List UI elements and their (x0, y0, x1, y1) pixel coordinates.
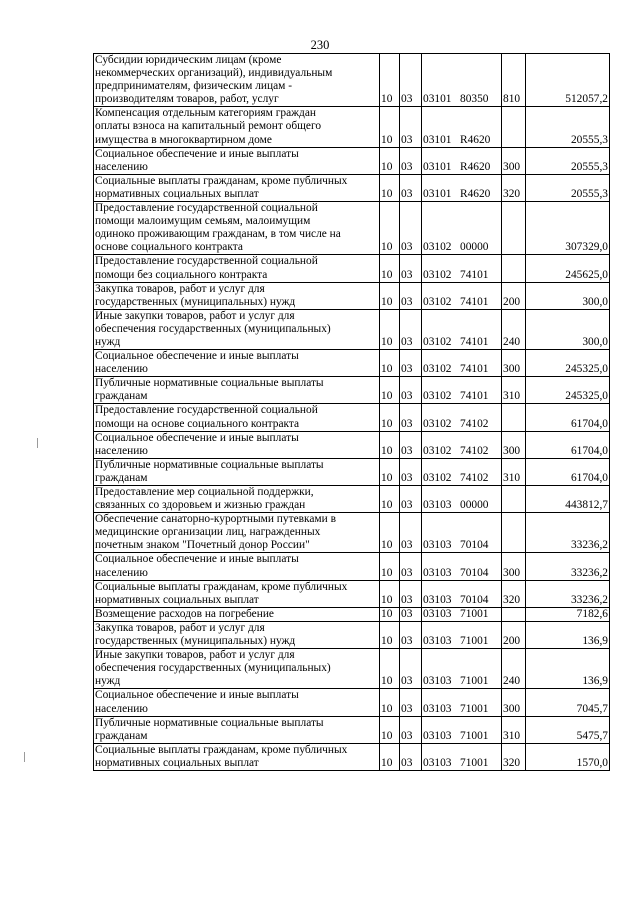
row-name (94, 649, 380, 689)
budget-table-body (94, 54, 610, 771)
amount-value: 20555,3 (526, 107, 610, 147)
row-name-line: Публичные нормативные социальные выплаты (95, 458, 324, 471)
expense-type-code: 300 (502, 431, 526, 458)
row-name-line: обеспечения государственных (муниципальных) (95, 322, 331, 335)
row-name-line: Иные закупки товаров, работ и услуг для (95, 309, 295, 322)
subsection-code: 03 (400, 621, 422, 648)
target-article-code (422, 255, 502, 282)
section-code: 10 (380, 607, 400, 621)
target-article-direction: 71001 (460, 675, 489, 688)
row-name-line: населению (95, 363, 148, 376)
row-name (94, 174, 380, 201)
subsection-code: 03 (400, 377, 422, 404)
section-code: 10 (380, 716, 400, 743)
page-number: 230 (310, 38, 330, 52)
target-article-direction: 74101 (460, 390, 489, 403)
section-code: 10 (380, 107, 400, 147)
row-name (94, 309, 380, 349)
row-name (94, 607, 380, 621)
table-row (94, 621, 610, 648)
row-name-line: гражданам (95, 471, 148, 484)
row-name-line: населению (95, 160, 148, 173)
subsection-code: 03 (400, 107, 422, 147)
target-article-program: 03103 (423, 702, 452, 715)
row-name (94, 404, 380, 431)
table-row (94, 350, 610, 377)
amount-value: 7182,6 (526, 607, 610, 621)
row-name (94, 553, 380, 580)
target-article-code (422, 282, 502, 309)
row-name-line: Социальное обеспечение и иные выплаты (95, 350, 299, 363)
target-article-program: 03103 (423, 539, 452, 552)
table-row (94, 309, 610, 349)
scan-artifact-mark (24, 752, 25, 762)
row-name (94, 350, 380, 377)
target-article-direction: 74102 (460, 471, 489, 484)
subsection-code: 03 (400, 404, 422, 431)
target-article-direction: 70104 (460, 566, 489, 579)
target-article-program: 03101 (423, 93, 452, 106)
section-code: 10 (380, 743, 400, 770)
target-article-code (422, 513, 502, 553)
section-code: 10 (380, 553, 400, 580)
target-article-direction: 74102 (460, 444, 489, 457)
target-article-code (422, 486, 502, 513)
target-article-program: 03103 (423, 499, 452, 512)
expense-type-code: 300 (502, 147, 526, 174)
amount-value: 245325,0 (526, 377, 610, 404)
section-code: 10 (380, 309, 400, 349)
target-article-program: 03102 (423, 444, 452, 457)
table-row (94, 607, 610, 621)
row-name-line: Социальные выплаты гражданам, кроме публичных (95, 174, 348, 187)
target-article-program: 03102 (423, 295, 452, 308)
target-article-code (422, 54, 502, 107)
target-article-program: 03101 (423, 160, 452, 173)
target-article-code (422, 309, 502, 349)
subsection-code: 03 (400, 513, 422, 553)
expense-type-code: 240 (502, 649, 526, 689)
target-article-program: 03102 (423, 335, 452, 348)
table-row (94, 54, 610, 107)
section-code: 10 (380, 486, 400, 513)
table-row (94, 107, 610, 147)
target-article-program: 03103 (423, 566, 452, 579)
row-name (94, 486, 380, 513)
section-code: 10 (380, 458, 400, 485)
row-name-line: помощи на основе социального контракта (95, 417, 300, 430)
row-name-line: Предоставление мер социальной поддержки, (95, 486, 314, 498)
row-name (94, 513, 380, 553)
row-name-line: Социальные выплаты гражданам, кроме публичных (95, 743, 348, 756)
table-row (94, 580, 610, 607)
target-article-code (422, 107, 502, 147)
target-article-direction: 00000 (460, 499, 489, 512)
target-article-program: 03101 (423, 133, 452, 146)
amount-value: 20555,3 (526, 174, 610, 201)
table-row (94, 202, 610, 255)
section-code: 10 (380, 431, 400, 458)
expense-type-code: 300 (502, 350, 526, 377)
row-name-line: государственных (муниципальных) нужд (95, 295, 296, 308)
subsection-code: 03 (400, 607, 422, 621)
target-article-direction: 71001 (460, 607, 489, 620)
subsection-code: 03 (400, 147, 422, 174)
row-name-line: имущества в многоквартирном доме (95, 133, 272, 146)
expense-type-code: 320 (502, 743, 526, 770)
target-article-code (422, 649, 502, 689)
subsection-code: 03 (400, 486, 422, 513)
target-article-program: 03103 (423, 729, 452, 742)
table-row (94, 282, 610, 309)
target-article-program: 03103 (423, 593, 452, 606)
target-article-direction: 71001 (460, 729, 489, 742)
row-name-line: предпринимателям, физическим лицам - (95, 80, 292, 93)
target-article-program: 03103 (423, 635, 452, 648)
subsection-code: 03 (400, 716, 422, 743)
subsection-code: 03 (400, 649, 422, 689)
row-name-line: нормативных социальных выплат (95, 756, 259, 769)
table-row (94, 689, 610, 716)
expense-type-code (502, 513, 526, 553)
target-article-code (422, 350, 502, 377)
subsection-code: 03 (400, 580, 422, 607)
target-article-code (422, 377, 502, 404)
section-code: 10 (380, 621, 400, 648)
subsection-code: 03 (400, 743, 422, 770)
table-row (94, 458, 610, 485)
row-name (94, 107, 380, 147)
row-name-line: Обеспечение санаторно-курортными путевками в (95, 513, 336, 526)
target-article-direction: 70104 (460, 539, 489, 552)
target-article-code (422, 607, 502, 621)
subsection-code: 03 (400, 350, 422, 377)
row-name-line: Компенсация отдельным категориям граждан (95, 107, 316, 120)
subsection-code: 03 (400, 553, 422, 580)
target-article-direction: 71001 (460, 635, 489, 648)
expense-type-code: 320 (502, 580, 526, 607)
row-name-line: населению (95, 566, 148, 579)
table-row (94, 743, 610, 770)
table-row (94, 377, 610, 404)
expense-type-code: 310 (502, 716, 526, 743)
target-article-code (422, 174, 502, 201)
row-name-line: Возмещение расходов на погребение (95, 607, 274, 620)
section-code: 10 (380, 513, 400, 553)
target-article-code (422, 147, 502, 174)
row-name-line: нормативных социальных выплат (95, 187, 259, 200)
section-code: 10 (380, 202, 400, 255)
target-article-program: 03102 (423, 268, 452, 281)
row-name-line: Закупка товаров, работ и услуг для (95, 621, 265, 634)
target-article-direction: 74101 (460, 335, 489, 348)
target-article-direction: 74101 (460, 295, 489, 308)
section-code: 10 (380, 54, 400, 107)
target-article-code (422, 202, 502, 255)
target-article-code (422, 580, 502, 607)
row-name-line: гражданам (95, 729, 148, 742)
target-article-direction: 74101 (460, 363, 489, 376)
subsection-code: 03 (400, 202, 422, 255)
row-name-line: производителям товаров, работ, услуг (95, 93, 279, 106)
target-article-code (422, 431, 502, 458)
table-row (94, 147, 610, 174)
target-article-direction: 00000 (460, 241, 489, 254)
row-name-line: Социальное обеспечение и иные выплаты (95, 147, 299, 160)
row-name-line: нужд (95, 335, 121, 348)
row-name-line: оплаты взноса на капитальный ремонт общего (95, 120, 322, 133)
table-row (94, 553, 610, 580)
row-name (94, 377, 380, 404)
table-row (94, 649, 610, 689)
expense-type-code: 200 (502, 282, 526, 309)
table-row (94, 513, 610, 553)
amount-value: 245625,0 (526, 255, 610, 282)
subsection-code: 03 (400, 282, 422, 309)
target-article-direction: R4620 (460, 160, 491, 173)
row-name (94, 580, 380, 607)
target-article-code (422, 404, 502, 431)
target-article-program: 03102 (423, 363, 452, 376)
table-row (94, 716, 610, 743)
row-name (94, 743, 380, 770)
amount-value: 245325,0 (526, 350, 610, 377)
table-row (94, 431, 610, 458)
budget-table (93, 53, 610, 771)
target-article-program: 03103 (423, 607, 452, 620)
section-code: 10 (380, 174, 400, 201)
row-name (94, 689, 380, 716)
row-name-line: Предоставление государственной социальной (95, 202, 318, 215)
target-article-direction: 80350 (460, 93, 489, 106)
row-name-line: Иные закупки товаров, работ и услуг для (95, 649, 295, 662)
row-name-line: гражданам (95, 390, 148, 403)
section-code: 10 (380, 689, 400, 716)
target-article-program: 03102 (423, 390, 452, 403)
subsection-code: 03 (400, 54, 422, 107)
row-name-line: населению (95, 702, 148, 715)
expense-type-code: 810 (502, 54, 526, 107)
expense-type-code: 240 (502, 309, 526, 349)
target-article-code (422, 553, 502, 580)
target-article-direction: R4620 (460, 133, 491, 146)
target-article-program: 03102 (423, 417, 452, 430)
section-code: 10 (380, 649, 400, 689)
row-name-line: медицинские организации лиц, награжденных (95, 526, 321, 539)
row-name (94, 147, 380, 174)
amount-value: 443812,7 (526, 486, 610, 513)
row-name-line: связанных со здоровьем и жизнью граждан (95, 499, 306, 512)
table-row (94, 255, 610, 282)
row-name-line: Публичные нормативные социальные выплаты (95, 716, 324, 729)
subsection-code: 03 (400, 309, 422, 349)
table-row (94, 174, 610, 201)
amount-value: 33236,2 (526, 580, 610, 607)
section-code: 10 (380, 350, 400, 377)
amount-value: 300,0 (526, 282, 610, 309)
row-name-line: некоммерческих организаций), индивидуальным (95, 67, 333, 80)
scan-artifact-mark (37, 438, 38, 448)
row-name-line: Закупка товаров, работ и услуг для (95, 282, 265, 295)
section-code: 10 (380, 147, 400, 174)
amount-value: 307329,0 (526, 202, 610, 255)
table-row (94, 486, 610, 513)
target-article-direction: 74101 (460, 268, 489, 281)
row-name (94, 255, 380, 282)
amount-value: 61704,0 (526, 404, 610, 431)
row-name-line: одиноко проживающим гражданам, в том числе на (95, 228, 341, 241)
expense-type-code (502, 107, 526, 147)
target-article-code (422, 621, 502, 648)
row-name-line: Социальные выплаты гражданам, кроме публичных (95, 580, 348, 593)
row-name-line: Социальное обеспечение и иные выплаты (95, 553, 299, 566)
expense-type-code: 310 (502, 458, 526, 485)
target-article-code (422, 743, 502, 770)
section-code: 10 (380, 282, 400, 309)
target-article-direction: R4620 (460, 187, 491, 200)
row-name (94, 431, 380, 458)
subsection-code: 03 (400, 431, 422, 458)
amount-value: 61704,0 (526, 431, 610, 458)
expense-type-code (502, 202, 526, 255)
amount-value: 5475,7 (526, 716, 610, 743)
target-article-code (422, 689, 502, 716)
row-name-line: обеспечения государственных (муниципальных) (95, 662, 331, 675)
section-code: 10 (380, 377, 400, 404)
target-article-direction: 74102 (460, 417, 489, 430)
amount-value: 136,9 (526, 649, 610, 689)
row-name-line: нужд (95, 675, 121, 688)
section-code: 10 (380, 255, 400, 282)
subsection-code: 03 (400, 255, 422, 282)
row-name-line: Социальное обеспечение и иные выплаты (95, 689, 299, 702)
target-article-program: 03103 (423, 756, 452, 769)
target-article-direction: 71001 (460, 756, 489, 769)
target-article-program: 03102 (423, 241, 452, 254)
expense-type-code: 300 (502, 553, 526, 580)
amount-value: 33236,2 (526, 553, 610, 580)
row-name-line: Субсидии юридическим лицам (кроме (95, 54, 282, 66)
row-name (94, 458, 380, 485)
expense-type-code (502, 404, 526, 431)
target-article-program: 03103 (423, 675, 452, 688)
amount-value: 20555,3 (526, 147, 610, 174)
row-name-line: Социальное обеспечение и иные выплаты (95, 431, 299, 444)
row-name-line: основе социального контракта (95, 241, 243, 254)
row-name-line: населению (95, 444, 148, 457)
target-article-code (422, 458, 502, 485)
section-code: 10 (380, 580, 400, 607)
row-name-line: Публичные нормативные социальные выплаты (95, 377, 324, 390)
row-name-line: Предоставление государственной социальной (95, 255, 318, 268)
row-name (94, 282, 380, 309)
row-name (94, 621, 380, 648)
target-article-program: 03101 (423, 187, 452, 200)
expense-type-code: 320 (502, 174, 526, 201)
amount-value: 1570,0 (526, 743, 610, 770)
row-name-line: нормативных социальных выплат (95, 593, 259, 606)
amount-value: 33236,2 (526, 513, 610, 553)
row-name (94, 716, 380, 743)
amount-value: 136,9 (526, 621, 610, 648)
row-name-line: помощи без социального контракта (95, 268, 268, 281)
target-article-direction: 70104 (460, 593, 489, 606)
subsection-code: 03 (400, 458, 422, 485)
expense-type-code: 300 (502, 689, 526, 716)
row-name-line: Предоставление государственной социальной (95, 404, 318, 417)
subsection-code: 03 (400, 174, 422, 201)
amount-value: 300,0 (526, 309, 610, 349)
amount-value: 61704,0 (526, 458, 610, 485)
row-name-line: почетным знаком "Почетный донор России" (95, 539, 310, 552)
amount-value: 512057,2 (526, 54, 610, 107)
section-code: 10 (380, 404, 400, 431)
target-article-direction: 71001 (460, 702, 489, 715)
target-article-code (422, 716, 502, 743)
row-name (94, 202, 380, 255)
row-name (94, 54, 380, 107)
subsection-code: 03 (400, 689, 422, 716)
expense-type-code: 310 (502, 377, 526, 404)
row-name-line: государственных (муниципальных) нужд (95, 635, 296, 648)
expense-type-code (502, 486, 526, 513)
expense-type-code (502, 255, 526, 282)
amount-value: 7045,7 (526, 689, 610, 716)
expense-type-code (502, 607, 526, 621)
target-article-program: 03102 (423, 471, 452, 484)
table-row (94, 404, 610, 431)
expense-type-code: 200 (502, 621, 526, 648)
row-name-line: помощи малоимущим семьям, малоимущим (95, 215, 311, 228)
